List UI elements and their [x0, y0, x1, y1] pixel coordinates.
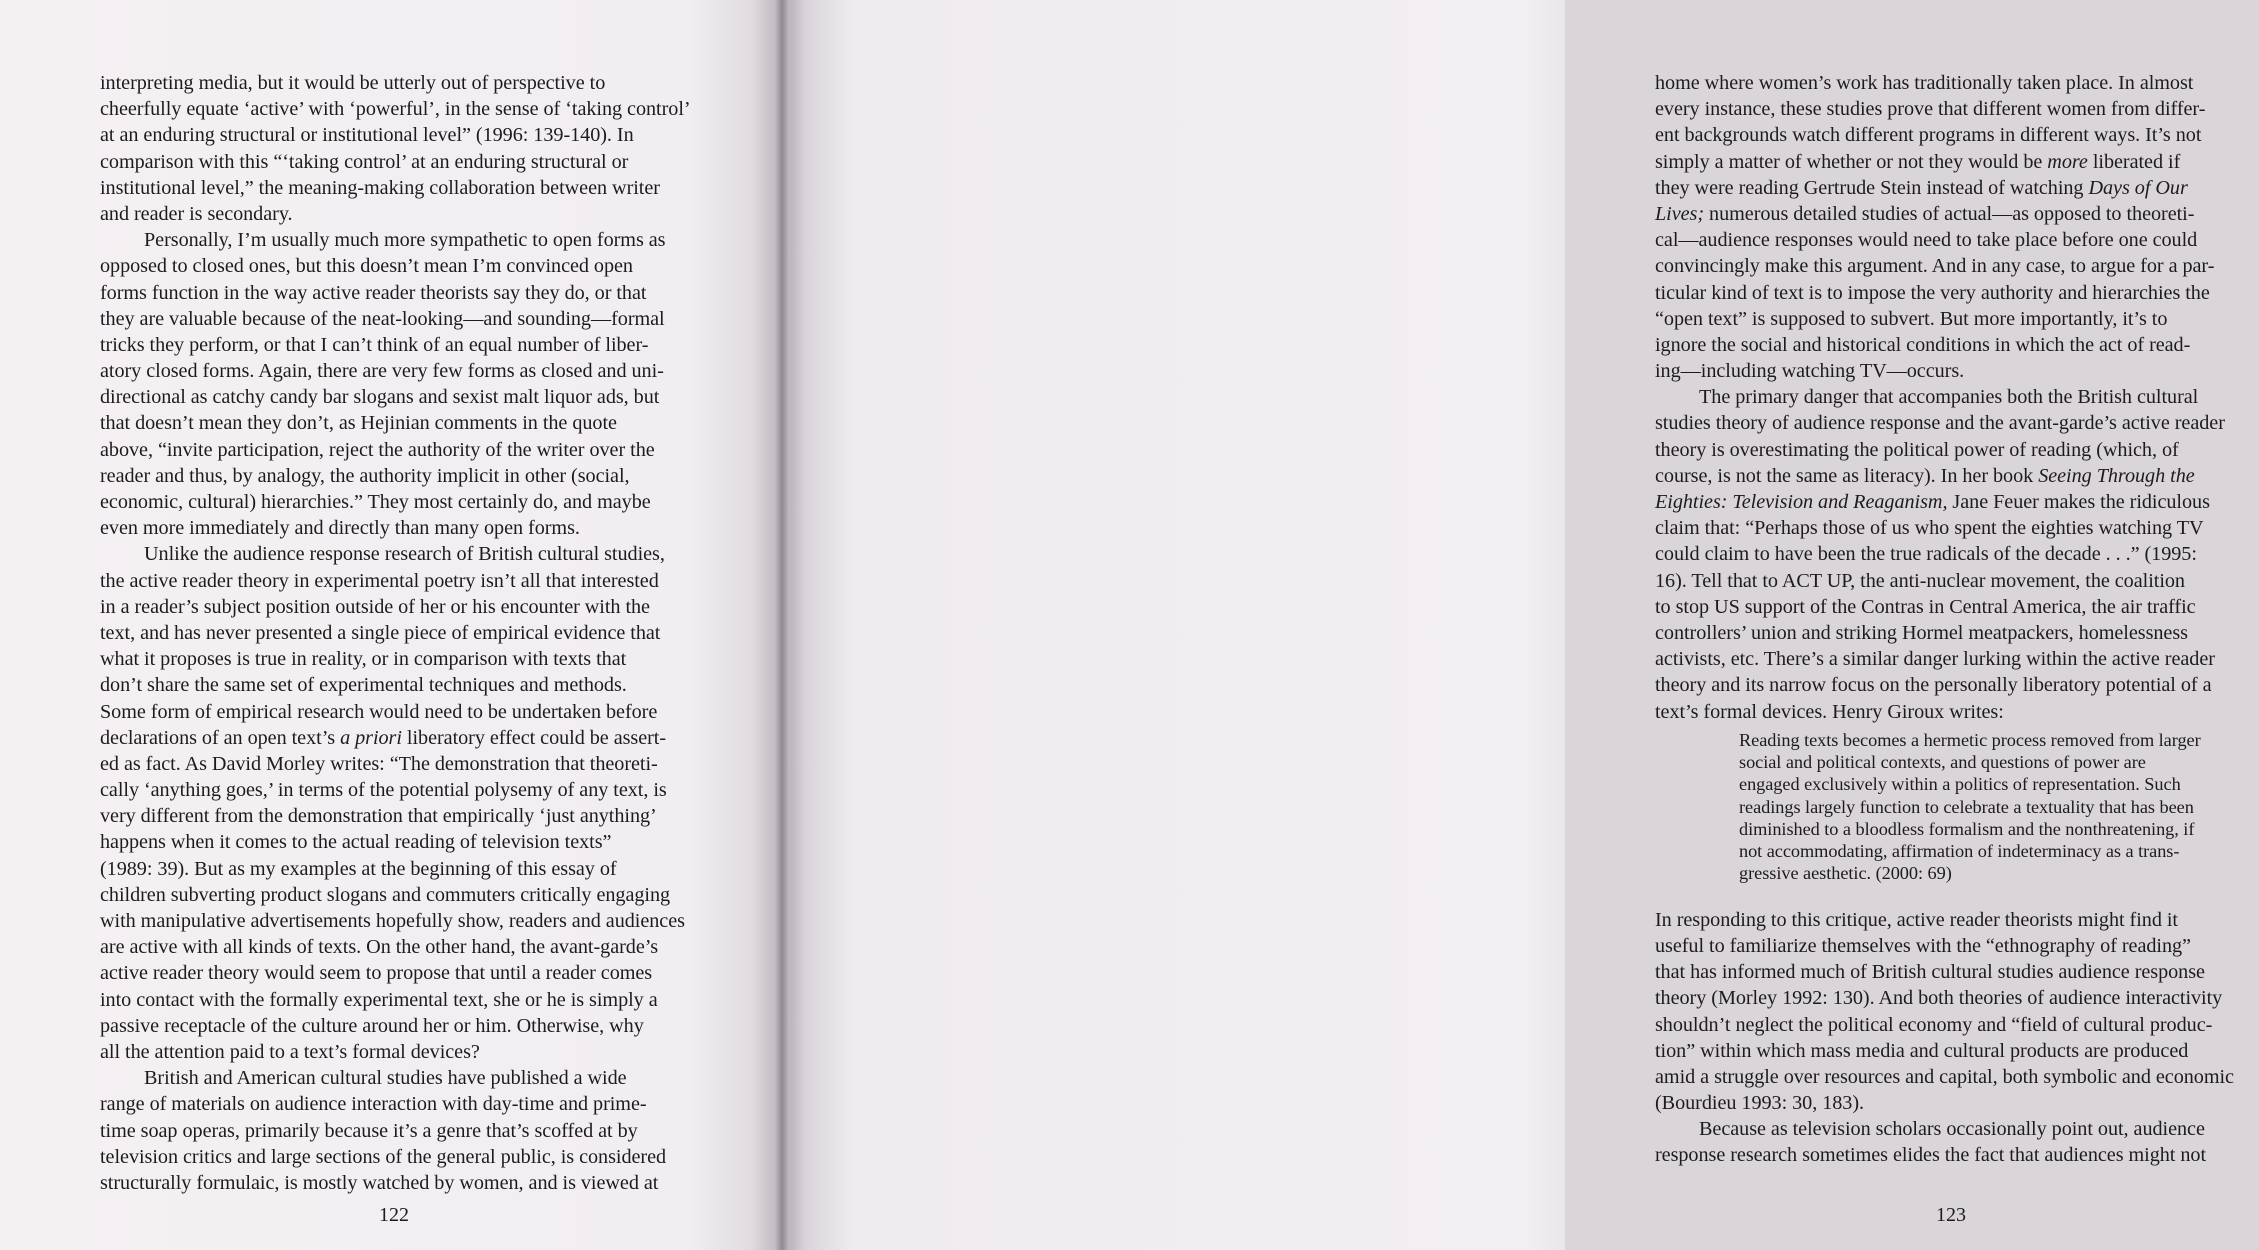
text-line: cally ‘anything goes,’ in terms of the potential polysemy of any text, is — [100, 779, 667, 802]
text-line: institutional level,” the meaning-making collaboration between writer — [100, 176, 660, 199]
text-line: tion” within which mass media and cultural products are produced — [1655, 1039, 2189, 1062]
right-paragraph — [1655, 907, 2259, 1117]
text-line: tricks they perform, or that I can’t think of an equal number of liber- — [100, 333, 649, 356]
right-paragraph — [1655, 384, 2259, 724]
text-line: ent backgrounds watch different programs in different ways. It’s not — [1655, 124, 2202, 147]
quote-line: social and political contexts, and questions of power are — [1739, 751, 2146, 772]
text-line: they were reading Gertrude Stein instead of watching Days of Our — [1655, 176, 2188, 199]
text-line: reader and thus, by analogy, the authority implicit in other (social, — [100, 464, 630, 487]
text-line: 16). Tell that to ACT UP, the anti-nuclear movement, the coalition — [1655, 569, 2185, 592]
right-page-body — [1655, 70, 2259, 1169]
text-line: interpreting media, but it would be utterly out of perspective to — [100, 72, 606, 94]
text-line: children subverting product slogans and commuters critically engaging — [100, 883, 671, 906]
text-line: even more immediately and directly than many open forms. — [100, 517, 580, 540]
left-page — [0, 0, 782, 1250]
text-line: declarations of an open text’s a priori liberatory effect could be assert- — [100, 726, 667, 749]
page-number-right: 123 — [1936, 1204, 1966, 1226]
text-line: text, and has never presented a single piece of empirical evidence that — [100, 621, 661, 644]
text-line: home where women’s work has traditionally taken place. In almost — [1655, 72, 2194, 94]
text-line: Personally, I’m usually much more sympathetic to open forms as — [144, 229, 666, 252]
text-line: television critics and large sections of the general public, is considered — [100, 1145, 667, 1168]
text-line: response research sometimes elides the fact that audiences might not — [1655, 1144, 2207, 1167]
text-line: comparison with this “‘taking control’ at an enduring structural or — [100, 150, 629, 173]
text-line: Some form of empirical research would need to be undertaken before — [100, 700, 658, 723]
text-line: to stop US support of the Contras in Central America, the air traffic — [1655, 595, 2196, 618]
text-line: simply a matter of whether or not they would be more liberated if — [1655, 150, 2181, 173]
text-line: Eighties: Television and Reaganism, Jane Feuer makes the ridiculous — [1655, 491, 2210, 513]
text-line: and reader is secondary. — [100, 202, 293, 225]
text-line: don’t share the same set of experimental techniques and methods. — [100, 674, 627, 697]
text-line: could claim to have been the true radicals of the decade . . .” (1995: — [1655, 543, 2197, 566]
text-line: directional as catchy candy bar slogans and sexist malt liquor ads, but — [100, 386, 660, 409]
block-quote — [1655, 729, 2259, 885]
text-line: opposed to closed ones, but this doesn’t mean I’m convinced open — [100, 255, 633, 278]
left-paragraph — [100, 227, 682, 541]
text-line: they are valuable because of the neat-looking—and sounding—formal — [100, 307, 665, 330]
text-line: “open text” is supposed to subvert. But more importantly, it’s to — [1655, 307, 2168, 330]
text-line: activists, etc. There’s a similar danger lurking within the active reader — [1655, 648, 2215, 671]
text-line: controllers’ union and striking Hormel meatpackers, homelessness — [1655, 621, 2188, 644]
text-line: ignore the social and historical conditions in which the act of read- — [1655, 333, 2191, 356]
right-paragraph — [1655, 70, 2259, 384]
text-line: into contact with the formally experimental text, she or he is simply a — [100, 988, 658, 1011]
left-paragraph — [100, 1065, 682, 1196]
right-paragraphs-after-quote — [1655, 907, 2259, 1169]
text-line: that doesn’t mean they don’t, as Hejinian comments in the quote — [100, 412, 617, 435]
text-line: forms function in the way active reader theorists say they do, or that — [100, 281, 647, 304]
text-line: at an enduring structural or institutional level” (1996: 139-140). In — [100, 124, 634, 147]
quote-line: gressive aesthetic. (2000: 69) — [1739, 863, 1952, 884]
text-line: Lives; numerous detailed studies of actual—as opposed to theoreti- — [1655, 202, 2195, 225]
text-line: all the attention paid to a text’s formal devices? — [100, 1040, 480, 1063]
text-line: atory closed forms. Again, there are very few forms as closed and uni- — [100, 360, 664, 383]
text-line: range of materials on audience interaction with day-time and prime- — [100, 1093, 647, 1116]
text-line: time soap operas, primarily because it’s a genre that’s scoffed at by — [100, 1119, 638, 1142]
text-line: what it proposes is true in reality, or in comparison with texts that — [100, 648, 627, 671]
quote-line: diminished to a bloodless formalism and the nonthreatening, if — [1739, 818, 2195, 839]
text-line: The primary danger that accompanies both the British cultural — [1699, 386, 2199, 409]
text-line: cheerfully equate ‘active’ with ‘powerful’, in the sense of ‘taking control’ — [100, 98, 691, 121]
text-line: active reader theory would seem to propose that until a reader comes — [100, 962, 653, 985]
text-line: amid a struggle over resources and capital, both symbolic and economic — [1655, 1065, 2234, 1088]
text-line: in a reader’s subject position outside of her or his encounter with the — [100, 595, 650, 618]
text-line: useful to familiarize themselves with the “ethnography of reading” — [1655, 934, 2191, 957]
text-line: course, is not the same as literacy). In her book Seeing Through the — [1655, 464, 2195, 487]
text-line: Unlike the audience response research of British cultural studies, — [144, 543, 665, 566]
text-line: ed as fact. As David Morley writes: “The demonstration that theoreti- — [100, 752, 658, 775]
text-line: (Bourdieu 1993: 30, 183). — [1655, 1092, 1865, 1115]
text-line: claim that: “Perhaps those of us who spent the eighties watching TV — [1655, 517, 2204, 540]
right-page — [782, 0, 2234, 1250]
text-line: ticular kind of text is to impose the very authority and hierarchies the — [1655, 281, 2210, 304]
text-line: very different from the demonstration that empirically ‘just anything’ — [100, 805, 657, 828]
text-line: ing—including watching TV—occurs. — [1655, 360, 1965, 383]
text-line: above, “invite participation, reject the authority of the writer over the — [100, 438, 655, 461]
left-paragraph — [100, 70, 691, 227]
text-line: with manipulative advertisements hopefully show, readers and audiences — [100, 910, 685, 932]
quote-line: not accommodating, affirmation of indeterminacy as a trans- — [1739, 841, 2180, 862]
text-line: are active with all kinds of texts. On the other hand, the avant-garde’s — [100, 936, 659, 959]
left-paragraph — [100, 541, 685, 1065]
text-line: British and American cultural studies have published a wide — [144, 1067, 627, 1090]
text-line: Because as television scholars occasionally point out, audience — [1699, 1118, 2205, 1141]
text-line: that has informed much of British cultural studies audience response — [1655, 961, 2205, 984]
text-line: studies theory of audience response and the avant-garde’s active reader — [1655, 412, 2225, 435]
text-line: structurally formulaic, is mostly watched by women, and is viewed at — [100, 1171, 659, 1194]
quote-line: engaged exclusively within a politics of representation. Such — [1739, 774, 2181, 795]
text-line: convincingly make this argument. And in any case, to argue for a par- — [1655, 255, 2215, 278]
text-line: every instance, these studies prove that different women from differ- — [1655, 98, 2206, 121]
left-page-body — [100, 70, 691, 1196]
text-line: the active reader theory in experimental poetry isn’t all that interested — [100, 569, 659, 592]
text-line: theory (Morley 1992: 130). And both theories of audience interactivity — [1655, 987, 2223, 1010]
quote-line: readings largely function to celebrate a textuality that has been — [1739, 796, 2194, 817]
text-line: theory and its narrow focus on the personally liberatory potential of a — [1655, 674, 2212, 697]
page-number-left: 122 — [379, 1204, 409, 1226]
quote-line: Reading texts becomes a hermetic process removed from larger — [1739, 729, 2201, 750]
text-line: (1989: 39). But as my examples at the beginning of this essay of — [100, 857, 617, 880]
text-line: passive receptacle of the culture around her or him. Otherwise, why — [100, 1014, 644, 1037]
text-line: In responding to this critique, active reader theorists might find it — [1655, 908, 2178, 931]
text-line: cal—audience responses would need to take place before one could — [1655, 229, 2198, 252]
text-line: text’s formal devices. Henry Giroux writes: — [1655, 700, 2004, 723]
text-line: theory is overestimating the political power of reading (which, of — [1655, 438, 2179, 461]
text-line: economic, cultural) hierarchies.” They most certainly do, and maybe — [100, 491, 651, 513]
book-spine-shadow — [774, 0, 790, 1250]
text-line: happens when it comes to the actual reading of television texts” — [100, 831, 612, 854]
right-paragraph — [1655, 1116, 2259, 1168]
text-line: shouldn’t neglect the political economy and “field of cultural produc- — [1655, 1013, 2213, 1036]
right-paragraphs-before-quote — [1655, 70, 2259, 725]
